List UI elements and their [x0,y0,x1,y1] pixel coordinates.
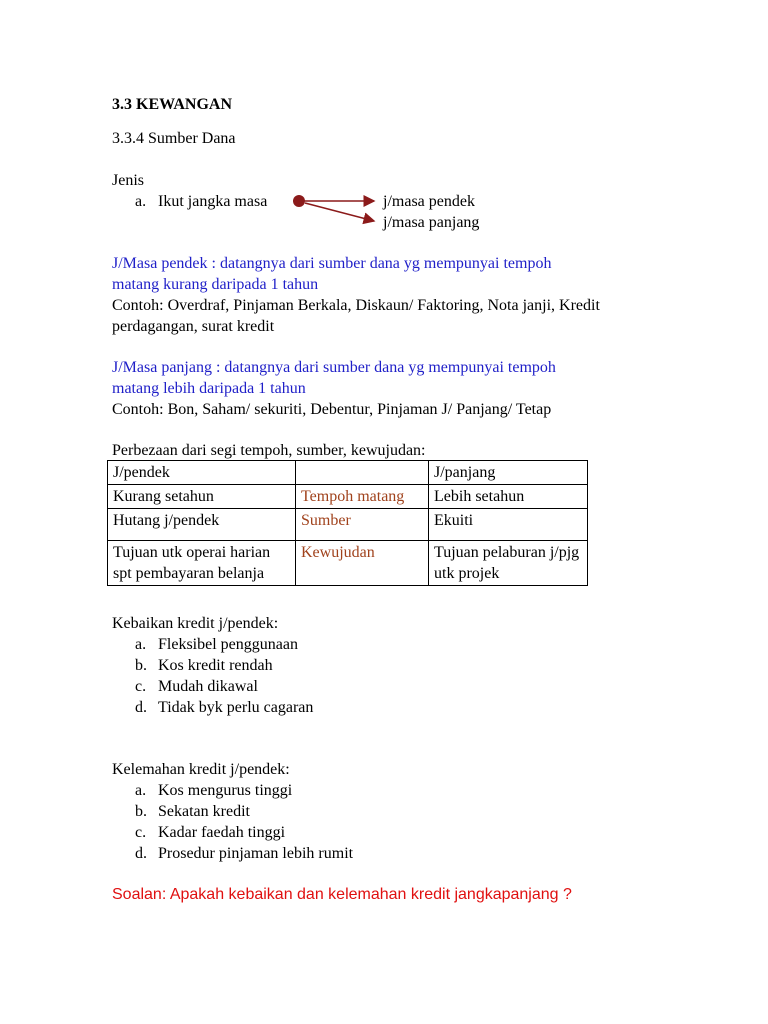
kelemahan-title: Kelemahan kredit j/pendek: [112,761,290,778]
panjang-definition-line1: J/Masa panjang : datangnya dari sumber dana yg mempunyai tempoh [112,359,556,376]
list-item: Mudah dikawal [158,678,258,695]
table-cell: Hutang j/pendek [108,509,296,541]
table-cell: Tujuan utk operai harian spt pembayaran belanja [108,541,296,586]
list-item-marker: c. [135,678,147,695]
table-row [108,485,588,509]
table-cell: Kurang setahun [108,485,296,509]
comparison-intro: Perbezaan dari segi tempoh, sumber, kewujudan: [112,442,426,459]
list-item: Kos mengurus tinggi [158,782,293,799]
pendek-definition-line1: J/Masa pendek : datangnya dari sumber dana yg mempunyai tempoh [112,255,552,272]
list-item: Fleksibel penggunaan [158,636,298,653]
pendek-definition-line2: matang kurang daripada 1 tahun [112,276,319,293]
arrow-origin-dot [293,195,305,207]
jenis-target-long: j/masa panjang [383,214,480,231]
table-cell: Lebih setahun [429,485,588,509]
jenis-target-short: j/masa pendek [383,193,475,210]
list-item-marker: b. [135,657,147,674]
list-item: Kadar faedah tinggi [158,824,286,841]
list-item: Prosedur pinjaman lebih rumit [158,845,354,862]
table-row [108,541,588,586]
table-row [108,509,588,541]
comparison-table [107,460,588,586]
panjang-definition-line2: matang lebih daripada 1 tahun [112,380,306,397]
list-item-marker: d. [135,845,147,862]
panjang-example-line1: Contoh: Bon, Saham/ sekuriti, Debentur, Pinjaman J/ Panjang/ Tetap [112,401,552,418]
list-item-marker: a. [135,636,147,653]
list-item: Kos kredit rendah [158,657,273,674]
table-cell: Sumber [296,509,429,541]
list-item-marker: c. [135,824,147,841]
list-item: Tidak byk perlu cagaran [158,699,314,716]
list-item-marker: d. [135,699,147,716]
table-cell: Kewujudan [296,541,429,586]
kebaikan-title: Kebaikan kredit j/pendek: [112,615,279,632]
section-heading: 3.3 KEWANGAN [112,96,233,113]
table-cell: J/panjang [429,461,588,485]
question-text: Soalan: Apakah kebaikan dan kelemahan kredit jangkapanjang ? [112,886,572,903]
table-cell: J/pendek [108,461,296,485]
arrow-to-long-term [305,203,374,221]
table-header-row [108,461,588,485]
jenis-item-marker: a. [135,193,147,210]
table-cell: Tempoh matang [296,485,429,509]
pendek-example-line2: perdagangan, surat kredit [112,318,275,335]
list-item-marker: b. [135,803,147,820]
jenis-item-text: Ikut jangka masa [158,193,268,210]
table-cell: Tujuan pelaburan j/pjg utk projek [429,541,588,586]
table-cell: Ekuiti [429,509,588,541]
jenis-label: Jenis [112,172,144,189]
table-cell [296,461,429,485]
subsection-heading: 3.3.4 Sumber Dana [112,130,236,147]
list-item-marker: a. [135,782,147,799]
list-item: Sekatan kredit [158,803,250,820]
pendek-example-line1: Contoh: Overdraf, Pinjaman Berkala, Diskaun/ Faktoring, Nota janji, Kredit [112,297,600,314]
